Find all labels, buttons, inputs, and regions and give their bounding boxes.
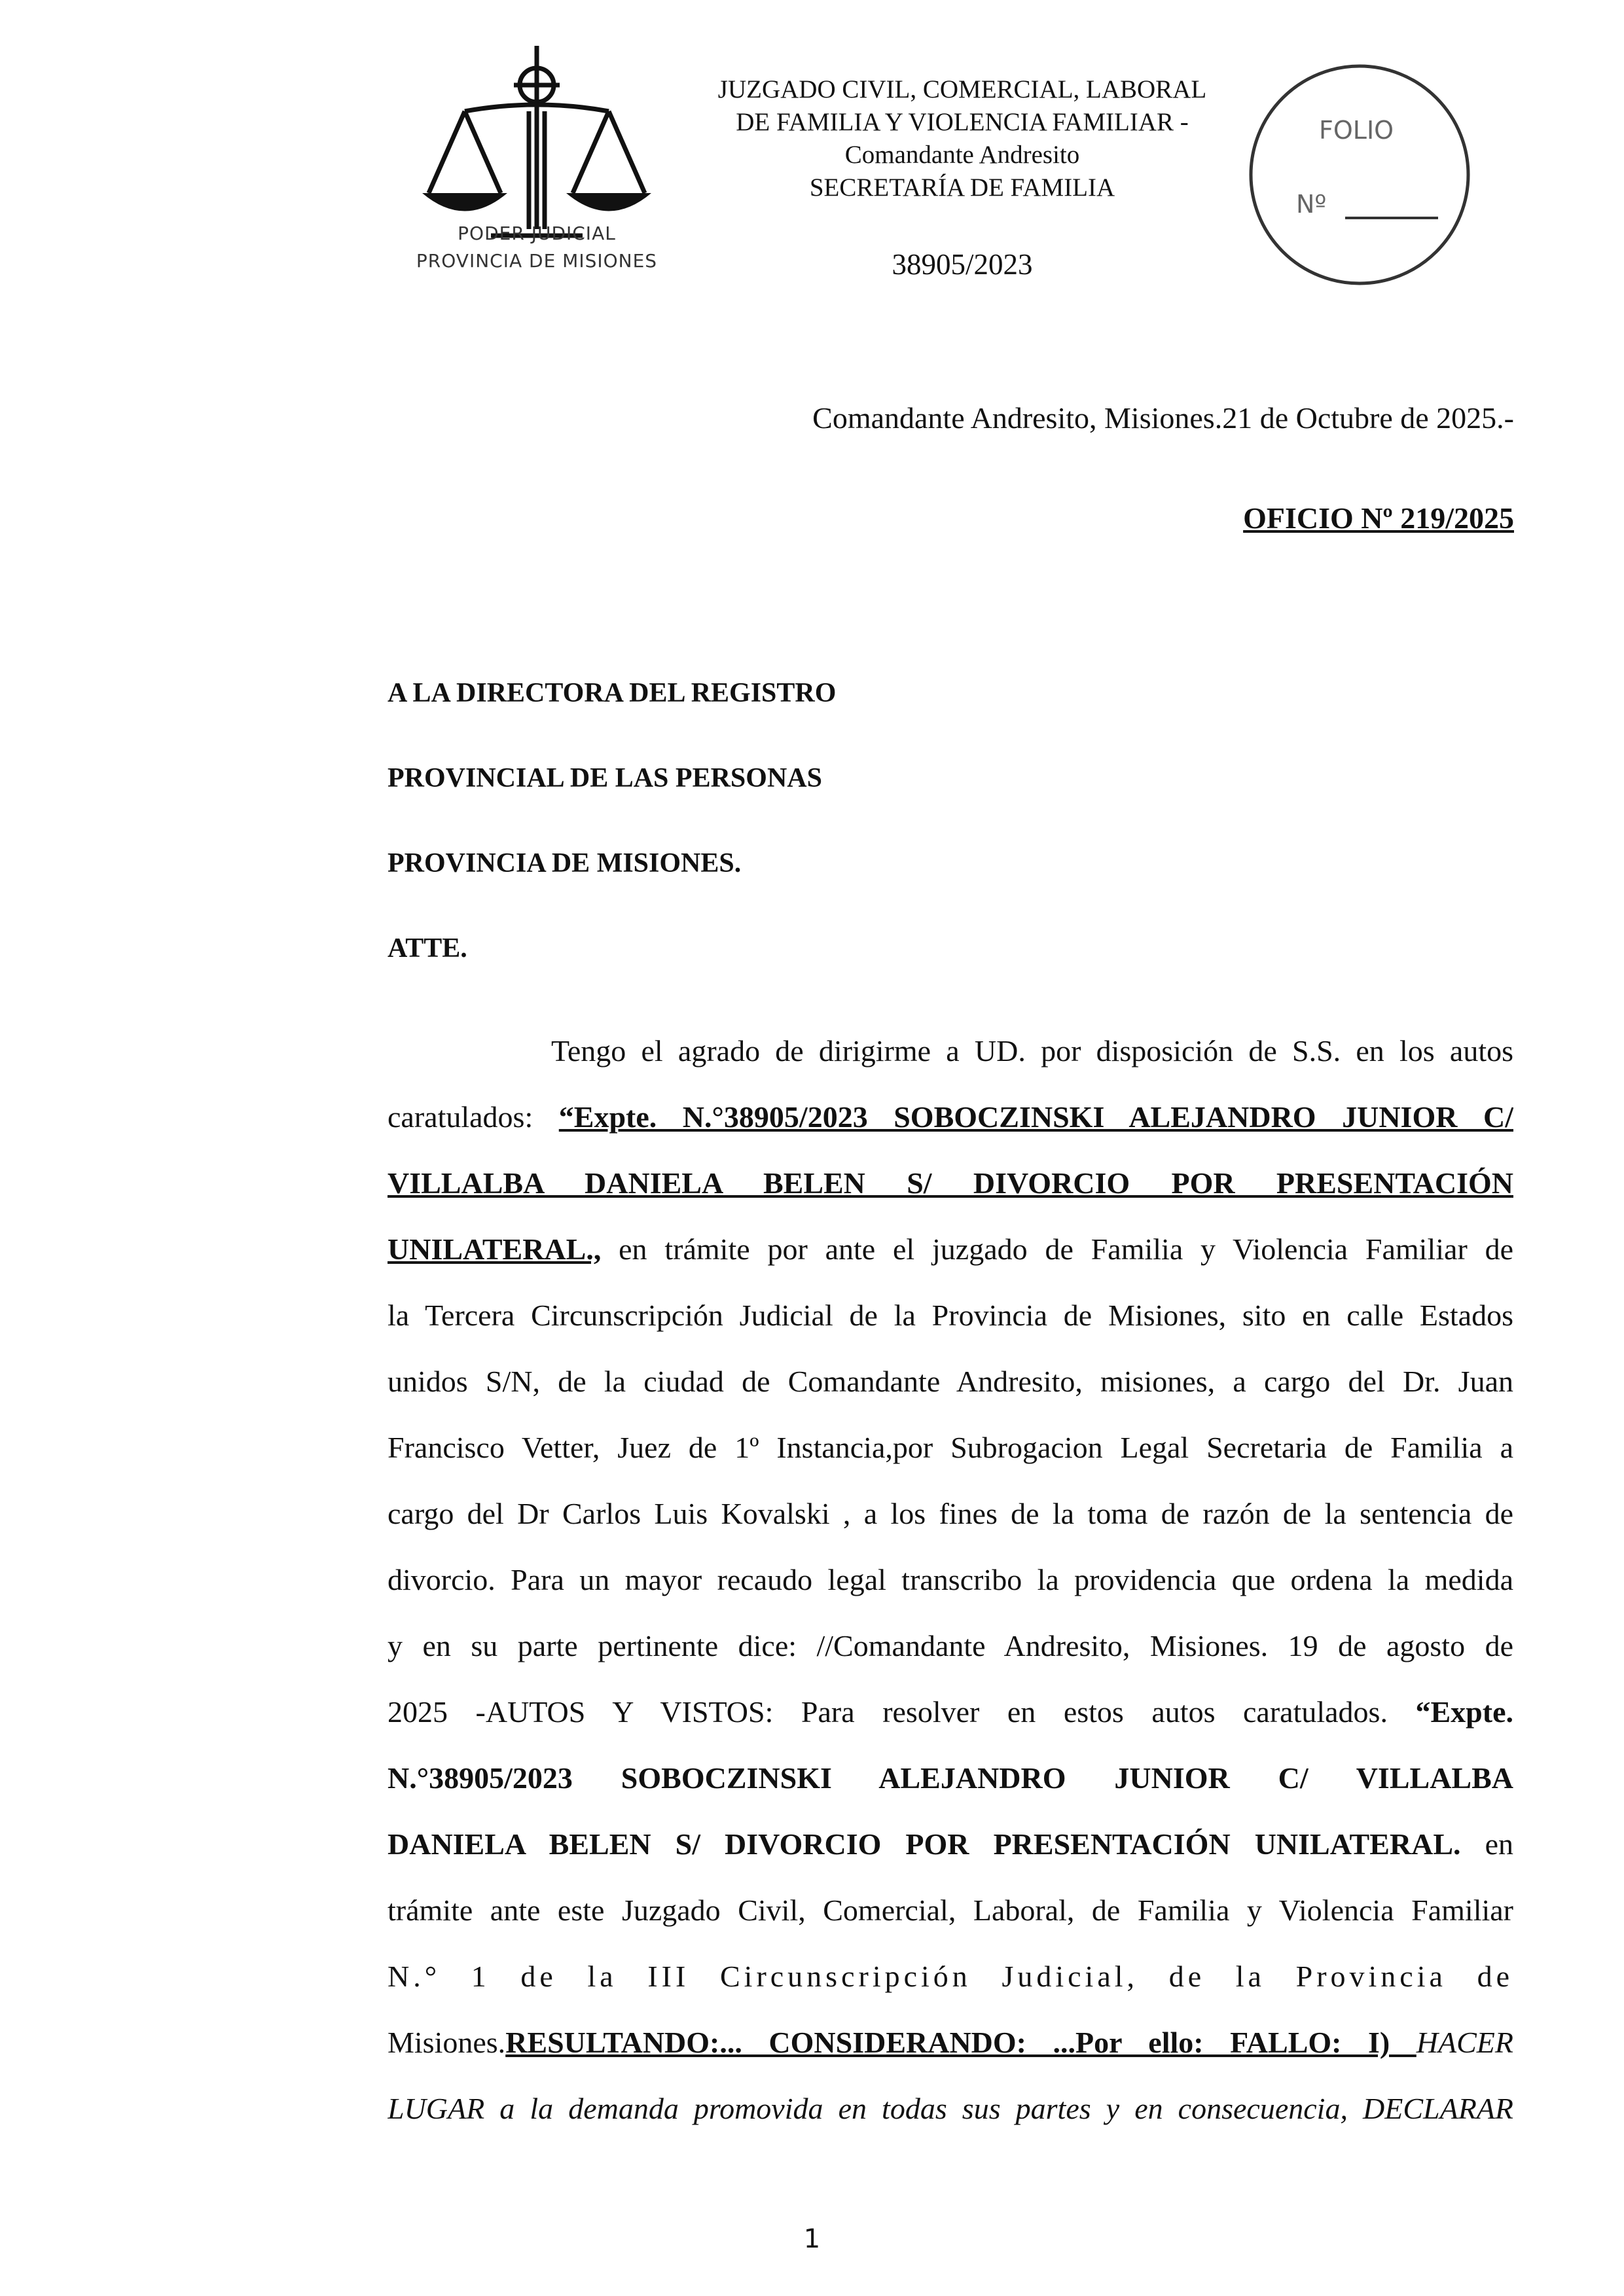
court-line: SECRETARÍA DE FAMILIA (809, 173, 1115, 202)
text-segment: 2025 -AUTOS Y VISTOS: Para resolver en estos autos caratulados. (388, 1695, 1416, 1729)
text-segment: trámite ante este Juzgado Civil, Comercial, Laboral, de Familia y Violencia Familiar (388, 1893, 1513, 1927)
text-segment: y en su parte pertinente dice: //Comandante Andresito, Misiones. 19 de agosto de (388, 1629, 1513, 1662)
body-line (388, 1811, 1513, 1877)
text-segment: la Tercera Circunscripción Judicial de la Provincia de Misiones, sito en calle Estados (388, 1299, 1513, 1332)
text-segment: caratulados: (388, 1100, 559, 1134)
text-segment: Misiones. (388, 2026, 506, 2059)
logo-text-line2: PROVINCIA DE MISIONES (416, 250, 658, 272)
text-segment: DANIELA BELEN S/ DIVORCIO POR PRESENTACIÓN UNILATERAL. (388, 1827, 1461, 1861)
body-line (388, 1613, 1513, 1679)
body-line (388, 1943, 1513, 2009)
letter-date: Comandante Andresito, Misiones.21 de Octubre de 2025.- (812, 401, 1514, 435)
text-segment: LUGAR a la demanda promovida en todas sus partes y en consecuencia, DECLARAR (388, 2092, 1513, 2125)
body-line (388, 1480, 1513, 1547)
body-line (388, 1282, 1513, 1348)
text-segment: cargo del Dr Carlos Luis Kovalski , a los fines de la toma de razón de la sentencia de (388, 1497, 1513, 1530)
court-line: Comandante Andresito (844, 141, 1080, 169)
court-line: DE FAMILIA Y VIOLENCIA FAMILIAR - (736, 108, 1189, 136)
body-line (388, 2075, 1513, 2142)
text-segment: RESULTANDO:... CONSIDERANDO: ...Por ello: FALLO: I) (505, 2026, 1416, 2059)
text-segment: VILLALBA DANIELA BELEN S/ DIVORCIO POR PRESENTACIÓN (388, 1166, 1513, 1200)
text-segment: Francisco Vetter, Juez de 1º Instancia,por Subrogacion Legal Secretaria de Familia a (388, 1431, 1513, 1464)
text-segment: HACER (1416, 2026, 1513, 2059)
stamp-circle-icon (1247, 62, 1473, 288)
body-line (388, 1216, 1513, 1282)
text-segment: “Expte. N.°38905/2023 SOBOCZINSKI ALEJANDRO JUNIOR C/ (558, 1100, 1513, 1134)
body-line (388, 1679, 1513, 1745)
text-segment: en (1460, 1827, 1513, 1861)
body-line (388, 1084, 1513, 1150)
logo-text-line1: PODER JUDICIAL (458, 223, 616, 244)
body-line (388, 2009, 1513, 2075)
body-line (388, 1348, 1513, 1414)
body-line (388, 1547, 1513, 1613)
address-line: PROVINCIA DE MISIONES. (388, 848, 742, 878)
body-line (388, 1414, 1513, 1480)
stamp-folio-label: FOLIO (1319, 116, 1394, 145)
judicial-logo (399, 39, 674, 295)
address-line: A LA DIRECTORA DEL REGISTRO (388, 678, 837, 708)
oficio-number: OFICIO Nº 219/2025 (1243, 501, 1514, 535)
court-line: JUZGADO CIVIL, COMERCIAL, LABORAL (717, 75, 1207, 103)
text-segment: UNILATERAL., (388, 1232, 602, 1266)
text-segment: Tengo el agrado de dirigirme a UD. por disposición de S.S. en los autos (551, 1034, 1513, 1067)
folio-stamp (1247, 62, 1473, 288)
body-line (388, 1745, 1513, 1811)
text-segment: divorcio. Para un mayor recaudo legal transcribo la providencia que ordena la medida (388, 1563, 1513, 1596)
text-segment: N.°38905/2023 SOBOCZINSKI ALEJANDRO JUNIOR C/ VILLALBA (388, 1761, 1513, 1795)
body-line (388, 1877, 1513, 1943)
expediente-number: 38905/2023 (892, 248, 1033, 281)
text-segment: “Expte. (1415, 1695, 1513, 1729)
address-line: ATTE. (388, 933, 467, 963)
body-line (388, 1018, 1513, 1084)
text-segment: unidos S/N, de la ciudad de Comandante Andresito, misiones, a cargo del Dr. Juan (388, 1365, 1513, 1398)
court-name (668, 73, 1257, 204)
text-segment: N.° 1 de la III Circunscripción Judicial, de la Provincia de (388, 1960, 1513, 1993)
body-line (388, 1150, 1513, 1216)
stamp-number-label: Nº (1296, 190, 1327, 219)
address-line: PROVINCIAL DE LAS PERSONAS (388, 763, 822, 793)
text-segment: en trámite por ante el juzgado de Familia y Violencia Familiar de (601, 1232, 1513, 1266)
page-number: 1 (803, 2224, 821, 2254)
letter-body (388, 1018, 1513, 2142)
